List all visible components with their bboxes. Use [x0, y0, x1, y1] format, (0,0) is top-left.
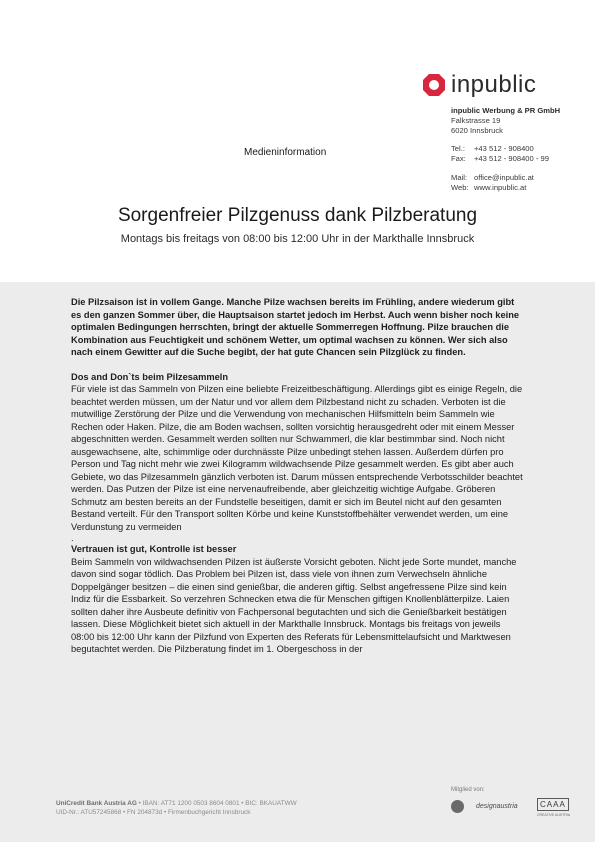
contact-block: [451, 106, 560, 193]
mail-value: office@inpublic.at: [474, 172, 534, 182]
brand-name: inpublic: [451, 71, 537, 98]
section-text-dos-donts: Für viele ist das Sammeln von Pilzen eine beliebte Freizeitbeschäftigung. Allerdings gibt es einige Regeln, die beachtet werden müssen, um der Natur und vor allem dem Pilzbestand nicht zu schaden. Verboten ist die mutwillige Zerstörung der Pilze und die Verwendung von mechanischen Hilfsmitteln beim Sammeln wie Rechen oder Haken. Pilze, die am Boden wachsen, sollten vorsichtig herausgedreht oder mit einem Messer abgeschnitten werden. Gesammelt werden sollten nur Schwammerl, die klar bestimmbar sind. Noch nicht ausgewachsene, alte, schimmlige oder durchnässte Pilze unbedingt stehen lassen. Außerdem dürfen pro Person und Tag nicht mehr wie zwei Kilogramm wildwachsende Pilze gesammelt werden. Es gibt aber auch Gebiete, wo das Pilzesammeln gänzlich verboten ist. Darum müssen entsprechende Verbotsschilder beachtet werden. Das Putzen der Pilze ist eine nervenaufreibende, aber gleichzeitig wichtige Aufgabe. Gröberen Schmutz am besten bereits an der Fundstelle beseitigen, damit er sich im Beutel nicht auf den gesamten Bestand verteilt. Für den Transport sollten Körbe und keine Kunststoffbehälter verwendet werden, um eine Verdunstung zu vermeiden: [71, 384, 523, 532]
tel-value: +43 512 - 908400: [474, 144, 534, 154]
page-title: Sorgenfreier Pilzgenuss dank Pilzberatung: [117, 205, 478, 226]
inpublic-logo-icon: [422, 73, 446, 97]
section-text-vertrauen: Beim Sammeln von wildwachsenden Pilzen ist äußerste Vorsicht geboten. Nicht jede Sorte mundet, manche davon sind sogar tödlich. Das Problem bei Pilzen ist, dass viele von ihnen zum Verwechseln ähnliche Doppelgänger besitzen – die einen sind genießbar, die anderen giftig. Selbst angefressene Pilze sind kein Indiz für die Essbarkeit. So verzehren Schnecken etwa die für Menschen giftigen Knollenblätterpilze. Laien sollten daher ihre Ausbeute definitiv von Fachpersonal begutachten und sich die Genießbarkeit bestätigen lassen. Diese Möglichkeit bietet sich aktuell in der Markthalle Innsbruck. Montags bis freitags von jeweils 08:00 bis 12:00 Uhr kann der Pilzfund von Experten des Referats für Lebensmittelaufsicht und Marktwesen begutachtet werden. Die Pilzberatung findet im 1. Obergeschoss in der: [71, 556, 517, 654]
membership-label: Mitglied von:: [451, 787, 485, 793]
stray-period: .: [71, 533, 74, 543]
article-body: [71, 296, 523, 656]
tel-label: Tel.:: [451, 144, 465, 154]
designaustria-logo: designaustria: [476, 803, 518, 810]
document-type-label: Medieninformation: [244, 147, 327, 158]
footer-line-1: [56, 799, 297, 808]
footer-line-2: UID-Nr.: ATU57245868 • FN 204873d • Firmenbuchgericht Innsbruck: [56, 809, 251, 816]
fax-value: +43 512 - 908400 - 99: [474, 154, 549, 164]
mail-row: [451, 173, 560, 183]
footer-legal: [56, 799, 297, 817]
company-city: 6020 Innsbruck: [451, 125, 503, 135]
web-label: Web:: [451, 182, 469, 192]
brand-logo: [422, 72, 536, 98]
caaa-logo: CAAA: [537, 798, 569, 811]
web-row: [451, 183, 560, 193]
company-street: Falkstrasse 19: [451, 115, 501, 125]
page-subtitle: Montags bis freitags von 08:00 bis 12:00 Uhr in der Markthalle Innsbruck: [120, 233, 475, 245]
lead-paragraph: Die Pilzsaison ist in vollem Gange. Manche Pilze wachsen bereits im Frühling, andere wiederum gibt es den ganzen Sommer über, die Hauptsaison startet jedoch im Herbst. Auch wenn bisher noch keine optimalen Bedingungen herrschten, bringt der aktuelle Sommerregen Hoffnung. Pilze brauchen die Kombination aus Feuchtigkeit und schönem Wetter, um optimal wachsen zu können. Wer sich also nach einem Gewitter auf die Suche begibt, der hat gute Chancen sein Pilzglück zu finden.: [71, 297, 520, 357]
mail-label: Mail:: [451, 172, 468, 182]
fax-label: Fax:: [451, 154, 466, 164]
tel-row: [451, 144, 560, 154]
membership-logos: [451, 798, 571, 818]
section-title-dos-donts: Dos and Don`ts beim Pilzesammeln: [71, 371, 229, 382]
web-value: www.inpublic.at: [474, 182, 527, 192]
footer-bank-details: • IBAN: AT71 1200 0503 8604 0801 • BIC: BKAUATWW: [136, 800, 297, 807]
section-title-vertrauen: Vertrauen ist gut, Kontrolle ist besser: [71, 544, 237, 554]
member-round-logo-icon: [451, 800, 464, 813]
footer-bank: UniCredit Bank Austria AG: [56, 800, 137, 807]
company-name: inpublic Werbung & PR GmbH: [451, 106, 561, 115]
fax-row: [451, 154, 560, 164]
caaa-logo-sub: CREATIVE AUSTRIA: [537, 813, 571, 817]
